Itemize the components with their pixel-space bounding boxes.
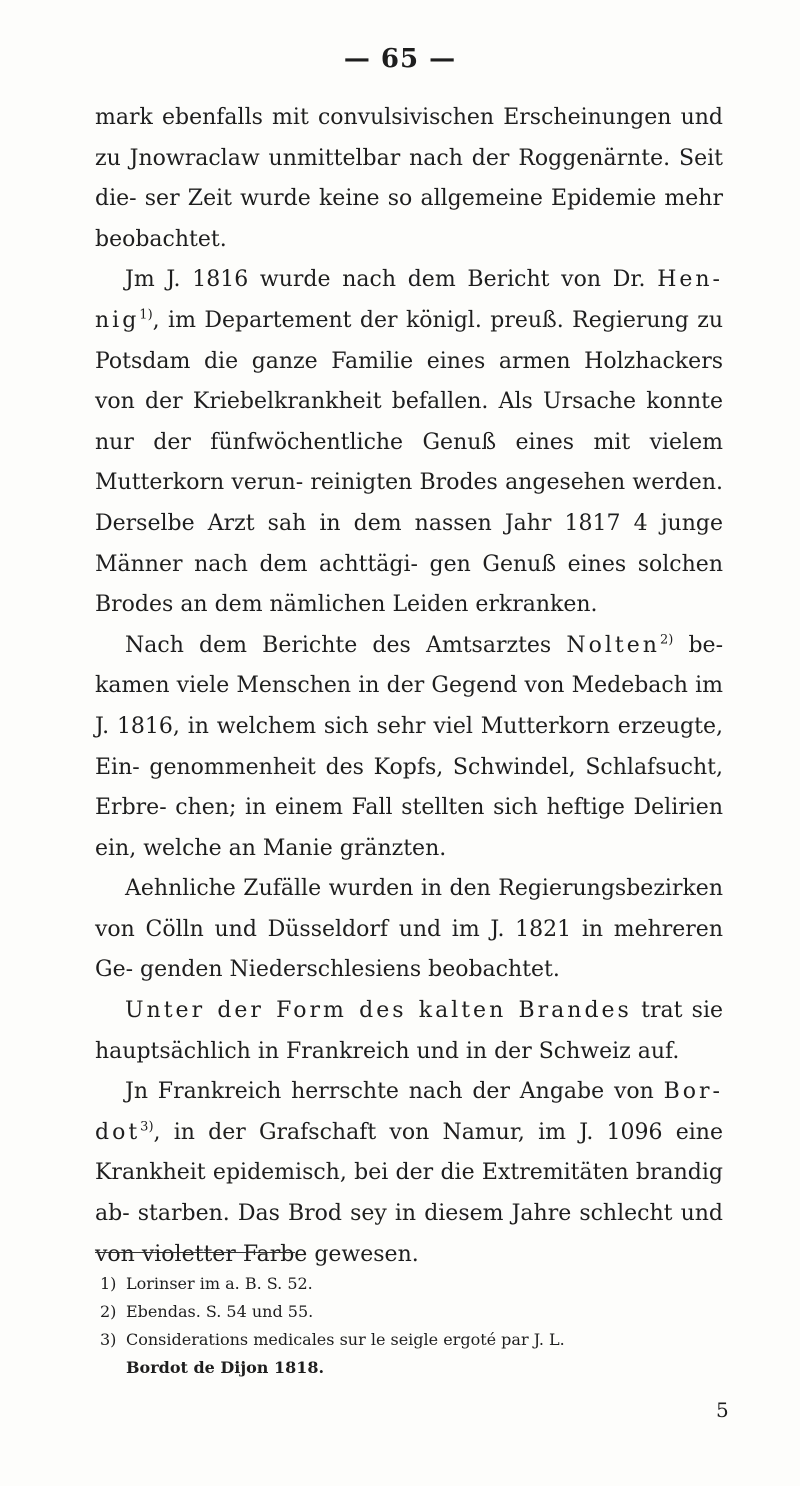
- paragraph-6: [95, 1072, 723, 1275]
- paragraph-5-rest: trat sie hauptsächlich in Frankreich und in der Schweiz auf.: [95, 998, 723, 1064]
- footnote-3-text: Considerations medicales sur le seigle ergoté par J. L.: [126, 1330, 565, 1349]
- footnote-1-number: 1): [100, 1274, 117, 1293]
- footnote-3: [100, 1326, 740, 1354]
- paragraph-6-rest: , in der Grafschaft von Namur, im J. 1096 eine Krankheit epidemisch, bei der die Extremitäten brandig ab- starben. Das Brod sey in diesem Jahre schlecht und von violetter Farbe gewesen.: [95, 1119, 723, 1267]
- paragraph-3-lead: Nach dem Berichte des Amtsarztes: [125, 632, 567, 658]
- paragraph-6-lead: Jn Frankreich herrschte nach der Angabe von: [125, 1079, 664, 1105]
- footnote-1: [100, 1270, 740, 1298]
- signature-mark: 5: [716, 1398, 729, 1422]
- footnote-ref-1: 1): [139, 307, 153, 323]
- emphasis-form-brand: Unter der Form des kalten Brandes: [125, 998, 632, 1024]
- footnote-divider: [95, 1252, 295, 1253]
- author-name-hennig: Hen- nig: [95, 267, 723, 333]
- footnote-ref-3: 3): [140, 1119, 154, 1135]
- paragraph-2: [95, 260, 723, 625]
- author-name-bordot: Bor- dot: [95, 1079, 723, 1145]
- paragraph-5: [95, 991, 723, 1072]
- footnote-3-number: 3): [100, 1330, 117, 1349]
- footnote-2-text: Ebendas. S. 54 und 55.: [126, 1302, 314, 1321]
- footnote-3-continuation: Bordot de Dijon 1818.: [126, 1358, 325, 1377]
- footnote-1-text: Lorinser im a. B. S. 52.: [126, 1274, 313, 1293]
- paragraph-4: Aehnliche Zufälle wurden in den Regierungsbezirken von Cölln und Düsseldorf und im J. 1821 in mehreren Ge- genden Niederschlesiens beobachtet.: [95, 876, 723, 983]
- footnote-2-number: 2): [100, 1302, 117, 1321]
- footnote-2: [100, 1298, 740, 1326]
- author-name-nolten: Nolten: [566, 632, 660, 658]
- paragraph-1: mark ebenfalls mit convulsivischen Erscheinungen und zu Jnowraclaw unmittelbar nach der Roggenärnte. Seit die- ser Zeit wurde keine so allgemeine Epidemie mehr beobachtet.: [95, 105, 723, 252]
- paragraph-3-rest: be- kamen viele Menschen in der Gegend von Medebach im J. 1816, in welchem sich sehr viel Mutterkorn erzeugte, Ein- genommenheit des Kopfs, Schwindel, Schlafsucht, Erbre- chen; in einem Fall stellten sich heftige Delirien ein, welche an Manie gränzten.: [95, 632, 723, 861]
- paragraph-3: [95, 626, 723, 870]
- paragraph-2-lead: Jm J. 1816 wurde nach dem Bericht von Dr.: [125, 267, 658, 293]
- footnotes: [100, 1270, 740, 1382]
- paragraph-2-rest: , im Departement der königl. preuß. Regierung zu Potsdam die ganze Familie eines armen Holzhackers von der Kriebelkrankheit befallen. Als Ursache konnte nur der fünfwöchentliche Genuß eines mit vielem Mutterkorn verun- reinigten Brodes angesehen werden. Derselbe Arzt sah in dem nassen Jahr 1817 4 junge Männer nach dem achttägi- gen Genuß eines solchen Brodes an dem nämlichen Leiden erkranken.: [95, 307, 723, 618]
- footnote-ref-2: 2): [659, 632, 674, 648]
- body-text: [95, 98, 723, 1275]
- page-number-header: — 65 —: [343, 44, 457, 74]
